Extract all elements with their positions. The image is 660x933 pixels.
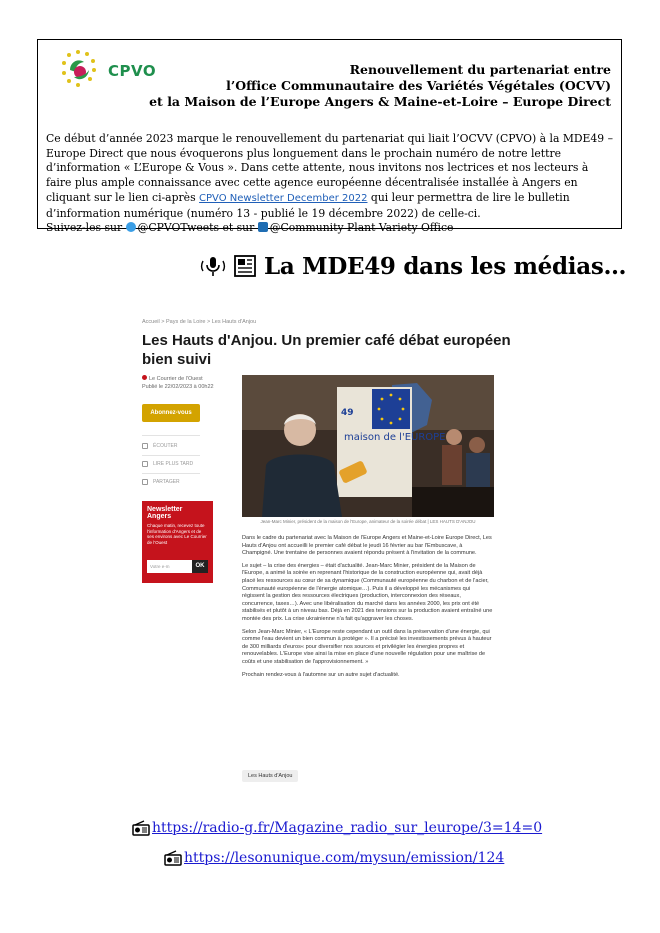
article-clipping bbox=[120, 305, 530, 795]
listen-label: ÉCOUTER bbox=[153, 443, 178, 449]
newsletter-ok-button[interactable]: OK bbox=[192, 560, 208, 573]
newsletter-form bbox=[147, 560, 208, 573]
divider bbox=[142, 435, 200, 436]
newsletter-widget bbox=[142, 501, 213, 583]
article-source bbox=[142, 375, 214, 391]
photo-sign-number: 49 bbox=[341, 408, 354, 418]
microphone-icon bbox=[200, 253, 226, 279]
radio-g-link[interactable]: https://radio-g.fr/Magazine_radio_sur_leurope/3=14=0 bbox=[152, 820, 543, 836]
radio-link-row bbox=[132, 820, 542, 836]
linkedin-icon bbox=[258, 222, 268, 232]
divider bbox=[142, 455, 200, 456]
newspaper-icon bbox=[232, 253, 258, 279]
photo-caption: Jean-Marc Minier, président de la maison de l'Europe, animateur de la soirée débat | LES HAUTS D'ANJOU bbox=[260, 519, 476, 524]
article-paragraph: Selon Jean-Marc Minier, « L'Europe reste cependant un outil dans la préservation d'une énergie, qui comme l'eau devient un bien commun à protéger ». Il a précisé les investissements prévus à hauteur de 300 milliards d'euros« pour diversifier nos sources et privilégier les énergies propres et renouvelables. L'Europe vise ainsi la mise en place d'une nouvelle régulation pour une maîtrise de coûts et une stabilisation de l'approvisionnement. » bbox=[242, 628, 492, 665]
listen-button[interactable] bbox=[142, 443, 177, 449]
media-section-title bbox=[200, 250, 626, 282]
title-line: Renouvellement du partenariat entre bbox=[349, 62, 611, 77]
share-icon bbox=[142, 479, 148, 485]
radio-icon bbox=[132, 820, 150, 836]
linkedin-handle[interactable]: @Community Plant Variety Office bbox=[269, 221, 454, 235]
cpvo-emblem-icon bbox=[60, 48, 106, 90]
newsletter-email-input[interactable]: Votre e-m bbox=[150, 564, 170, 569]
article-paragraph: Prochain rendez-vous à l'automne sur un autre sujet d'actualité. bbox=[242, 671, 400, 678]
photo-sign-text: maison de l'EUROPE bbox=[344, 432, 446, 443]
newsletter-title: Newsletter Angers bbox=[147, 506, 183, 520]
cpvo-newsletter-link[interactable]: CPVO Newsletter December 2022 bbox=[199, 192, 368, 204]
article-photo bbox=[242, 375, 494, 517]
follow-and: et sur bbox=[219, 221, 258, 235]
article-paragraph: Le sujet – la crise des énergies – était d'actualité. Jean-Marc Minier, président de la Maison de l'Europe, a animé la soirée en reprenant l'historique de la construction européenne qui, avait déjà placé les ressources au cœur de sa dynamique (Communauté européenne du charbon et de l'acier, Communauté européenne de l'énergie atomique…). Puis il a développé les mécanismes qui régissent la gestion des ressources électriques (production, interconnexion des réseaux, concurrence, taxes…). Avec une libéralisation du marché dans les années 2000, les prix ont été stabilisés et plutôt à un niveau bas. Déjà en 2021 des tensions sur la production avaient entraîné une montée des prix. La crise ukrainienne n'a fait qu'aggraver les choses. bbox=[242, 562, 493, 622]
source-name[interactable]: Le Courrier de l'Ouest bbox=[149, 376, 203, 382]
debate-photo bbox=[242, 375, 494, 517]
read-later-button[interactable] bbox=[142, 461, 193, 467]
partnership-box bbox=[37, 39, 622, 235]
publish-date: Publié le 22/02/2023 à 00h22 bbox=[142, 384, 214, 390]
subscribe-button[interactable]: Abonnez-vous bbox=[142, 404, 200, 422]
follow-prefix: Suivez-les sur bbox=[46, 221, 126, 235]
article-title: Les Hauts d'Anjou. Un premier café débat européen bien suivi bbox=[142, 332, 511, 368]
bookmark-icon bbox=[142, 461, 148, 467]
twitter-icon bbox=[126, 222, 136, 232]
newsletter-desc: Chaque matin, recevez toute l'information d'Angers et de ses environs avec Le Courrier de l'Ouest bbox=[147, 523, 207, 545]
article-tag[interactable]: Les Hauts d'Anjou bbox=[242, 770, 298, 782]
box-title bbox=[141, 62, 611, 110]
read-later-label: LIRE PLUS TARD bbox=[153, 461, 194, 467]
divider bbox=[142, 473, 200, 474]
section-title-text: La MDE49 dans les médias… bbox=[264, 252, 627, 280]
intro-part1: Ce début d’année 2023 marque le renouvellement du partenariat qui liait l’OCVV (CPVO) à la MDE49 – Europe Direct que nous évoquerons plus longuement dans le prochain numéro de notre lettre d’information « L’Europe & Vous ». Dans cette attente, nous invitons nos lectrices et nos lecteurs à faire plus ample connaissance avec cette agence européenne décentralisée installée à Angers en cliquant sur le lien ci-après bbox=[46, 132, 614, 204]
share-label: PARTAGER bbox=[153, 479, 180, 485]
son-unique-link[interactable]: https://lesonunique.com/mysun/emission/124 bbox=[184, 850, 505, 866]
article-paragraph: Dans le cadre du partenariat avec la Maison de l'Europe Angers et Maine-et-Loire Europe Direct, Les Hauts d'Anjou ont accueilli le premier café débat le jeudi 16 février au bar l'Embuscave, à Champigné. Une trentaine de personnes avaient répondu présent à l'invitation de la commune. bbox=[242, 535, 492, 557]
cpvo-logo-text: CPVO bbox=[108, 62, 157, 80]
radio-icon bbox=[164, 850, 182, 866]
article-body bbox=[242, 535, 494, 684]
share-button[interactable] bbox=[142, 479, 180, 485]
breadcrumb[interactable]: Accueil > Pays de la Loire > Les Hauts d'Anjou bbox=[142, 319, 257, 325]
intro-part2: qui leur permettra de lire le bulletin d’information numérique (numéro 13 - publié le 19 décembre 2022) de celle-ci. bbox=[46, 190, 570, 220]
intro-text bbox=[46, 132, 616, 236]
title-line: l’Office Communautaire des Variétés Végétales (OCVV) bbox=[226, 78, 611, 93]
source-logo-icon bbox=[142, 375, 147, 380]
title-line: et la Maison de l’Europe Angers & Maine-et-Loire – Europe Direct bbox=[149, 94, 611, 109]
radio-link-row bbox=[164, 850, 504, 866]
speaker-icon bbox=[142, 443, 148, 449]
twitter-handle[interactable]: @CPVOTweets bbox=[137, 221, 220, 235]
